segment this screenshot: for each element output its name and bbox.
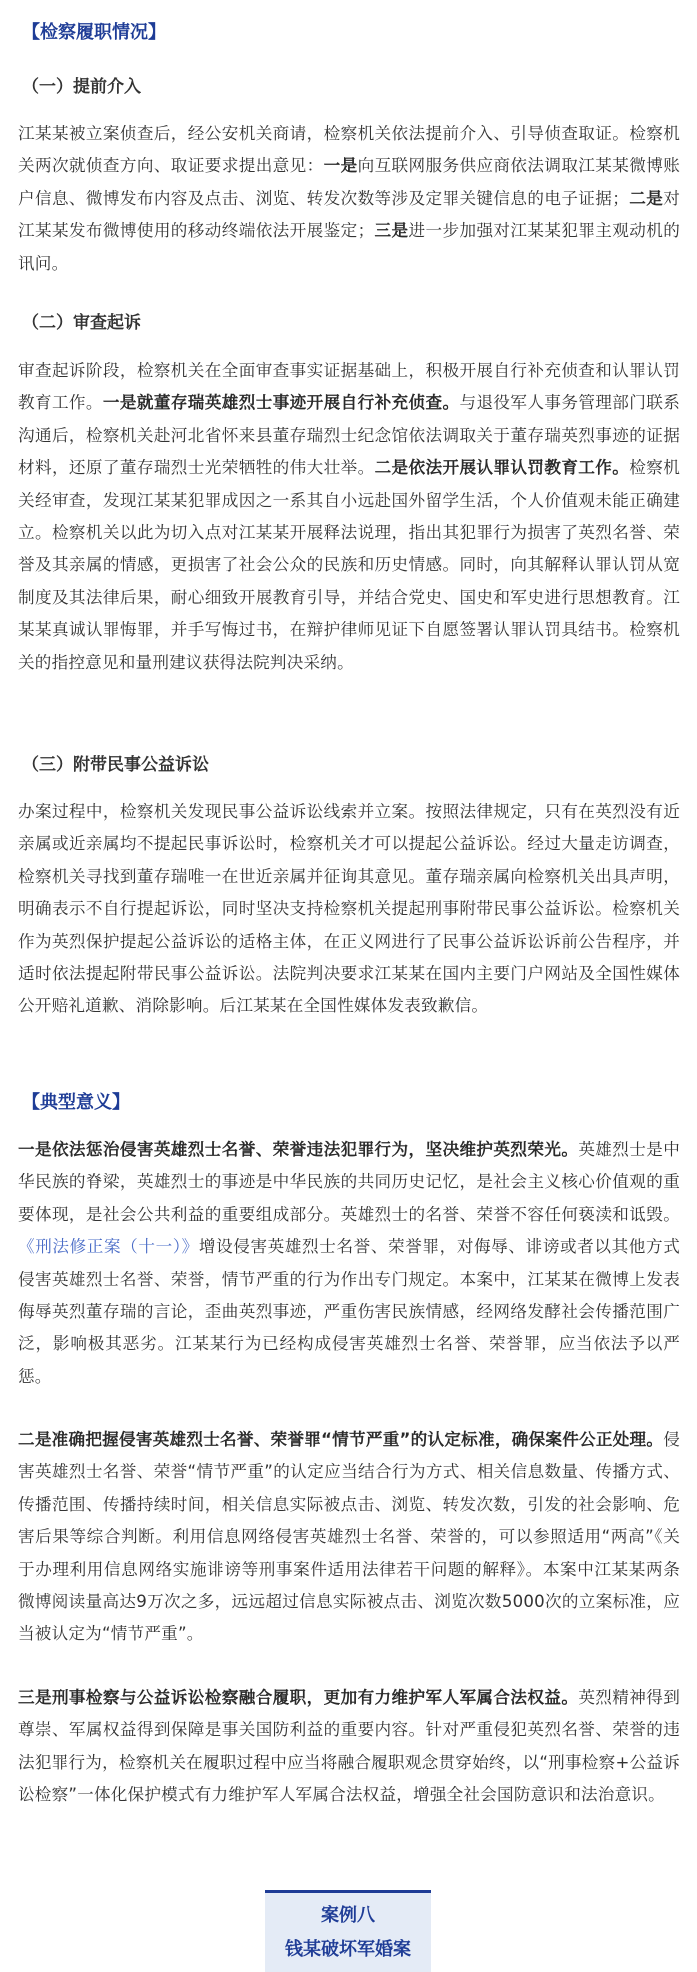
bold-point-3: 三是刑事检察与公益诉讼检察融合履职，更加有力维护军人军属合法权益。: [18, 1688, 579, 1707]
paragraph-review-prosecution: 审查起诉阶段，检察机关在全面审查事实证据基础上，积极开展自行补充侦查和认罪认罚教育工作。一是就董存瑞英雄烈士事迹开展自行补充侦查。与退役军人事务管理部门联系沟通后，检察机关赴河北省怀来县董存瑞烈士纪念馆依法调取关于董存瑞英烈事迹的证据材料，还原了董存瑞烈士光荣牺牲的伟大壮举。二是依法开展认罪认罚教育工作。检察机关经审查，发现江某某犯罪成因之一系其自小远赴国外留学生活，个人价值观未能正确建立。检察机关以此为切入点对江某某开展释法说理，指出其犯罪行为损害了英烈名誉、荣誉及其亲属的情感，更损害了社会公众的民族和历史情感。同时，向其解释认罪认罚从宽制度及其法律后果，耐心细致开展教育引导，并结合党史、国史和军史进行思想教育。江某某真诚认罪悔罪，并手写悔过书，在辩护律师见证下自愿签署认罪认罚具结书。检察机关的指控意见和量刑建议获得法院判决采纳。: [18, 361, 681, 672]
bold-point-3: 三是: [374, 221, 409, 241]
paragraph-significance-3: 三是刑事检察与公益诉讼检察融合履职，更加有力维护军人军属合法权益。英烈精神得到尊崇、军属权益得到保障是事关国防利益的重要内容。针对严重侵犯英烈名誉、荣誉的违法犯罪行为，检察机关在履职过程中应当将融合履职观念贯穿始终，以“刑事检察+公益诉讼检察”一体化保护模式有力维护军人军属合法权益，增强全社会国防意识和法治意识。: [18, 1688, 680, 1805]
bold-point-2: 二是依法开展认罪认罚教育工作。: [374, 458, 630, 478]
law-amendment-link[interactable]: 《刑法修正案（十一）》: [18, 1237, 199, 1257]
section-heading-performance: 【检察履职情况】: [22, 22, 166, 43]
case-name: 钱某破坏军婚案: [285, 1939, 411, 1960]
bold-point-1: 一是依法惩治侵害英雄烈士名誉、荣誉违法犯罪行为，坚决维护英烈荣光。: [18, 1140, 579, 1159]
bold-point-2: 二是准确把握侵害英雄烈士名誉、荣誉罪“情节严重”的认定标准，确保案件公正处理。: [18, 1430, 664, 1449]
paragraph-early-intervention: 江某某被立案侦查后，经公安机关商请，检察机关依法提前介入、引导侦查取证。检察机关两次就侦查方向、取证要求提出意见：一是向互联网服务供应商依法调取江某某微博账户信息、微博发布内容及点击、浏览、转发次数等涉及定罪关键信息的电子证据；二是对江某某发布微博使用的移动终端依法开展鉴定；三是进一步加强对江某某犯罪主观动机的讯问。: [18, 124, 681, 273]
bold-point-2: 二是: [629, 188, 664, 208]
paragraph-civil-public-interest: 办案过程中，检察机关发现民事公益诉讼线索并立案。按照法律规定，只有在英烈没有近亲属或近亲属均不提起民事诉讼时，检察机关才可以提起公益诉讼。经过大量走访调查，检察机关寻找到董存瑞唯一在世近亲属并征询其意见。董存瑞亲属向检察机关出具声明，明确表示不自行提起诉讼，同时坚决支持检察机关提起刑事附带民事公益诉讼。检察机关作为英烈保护提起公益诉讼的适格主体，在正义网进行了民事公益诉讼诉前公告程序，并适时依法提起附带民事公益诉讼。法院判决要求江某某在国内主要门户网站及全国性媒体公开赔礼道歉、消除影响。后江某某在全国性媒体发表致歉信。: [18, 802, 680, 1016]
paragraph-significance-1: 一是依法惩治侵害英雄烈士名誉、荣誉违法犯罪行为，坚决维护英烈荣光。英雄烈士是中华民族的脊梁，英雄烈士的事迹是中华民族的共同历史记忆，是社会主义核心价值观的重要体现，是社会公共利益的重要组成部分。英雄烈士的名誉、荣誉不容任何亵渎和诋毁。《刑法修正案（十一）》增设侵害英雄烈士名誉、荣誉罪，对侮辱、诽谤或者以其他方式侵害英雄烈士名誉、荣誉，情节严重的行为作出专门规定。本案中，江某某在微博上发表侮辱英烈董存瑞的言论，歪曲英烈事迹，严重伤害民族情感，经网络发酵社会传播范围广泛，影响极其恶劣。江某某行为已经构成侵害英雄烈士名誉、荣誉罪，应当依法予以严惩。: [18, 1140, 680, 1386]
subheading-review-prosecution: （二）审查起诉: [22, 313, 141, 333]
subheading-early-intervention: （一）提前介入: [22, 77, 141, 97]
bold-point-1: 一是就董存瑞英雄烈士事迹开展自行补充侦查。: [102, 393, 460, 413]
next-case-banner[interactable]: [265, 1890, 431, 1972]
subheading-civil-public-interest: （三）附带民事公益诉讼: [22, 755, 209, 775]
paragraph-significance-2: 二是准确把握侵害英雄烈士名誉、荣誉罪“情节严重”的认定标准，确保案件公正处理。侵害英雄烈士名誉、荣誉“情节严重”的认定应当结合行为方式、相关信息数量、传播方式、传播范围、传播持续时间，相关信息实际被点击、浏览、转发次数，引发的社会影响、危害后果等综合判断。利用信息网络侵害英雄烈士名誉、荣誉的，可以参照适用“两高”《关于办理利用信息网络实施诽谤等刑事案件适用法律若干问题的解释》。本案中江某某两条微博阅读量高达9万次之多，远远超过信息实际被点击、浏览次数5000次的立案标准，应当被认定为“情节严重”。: [18, 1430, 680, 1644]
section-heading-significance: 【典型意义】: [22, 1092, 130, 1113]
bold-point-1: 一是: [323, 156, 358, 176]
case-number: 案例八: [321, 1905, 375, 1926]
